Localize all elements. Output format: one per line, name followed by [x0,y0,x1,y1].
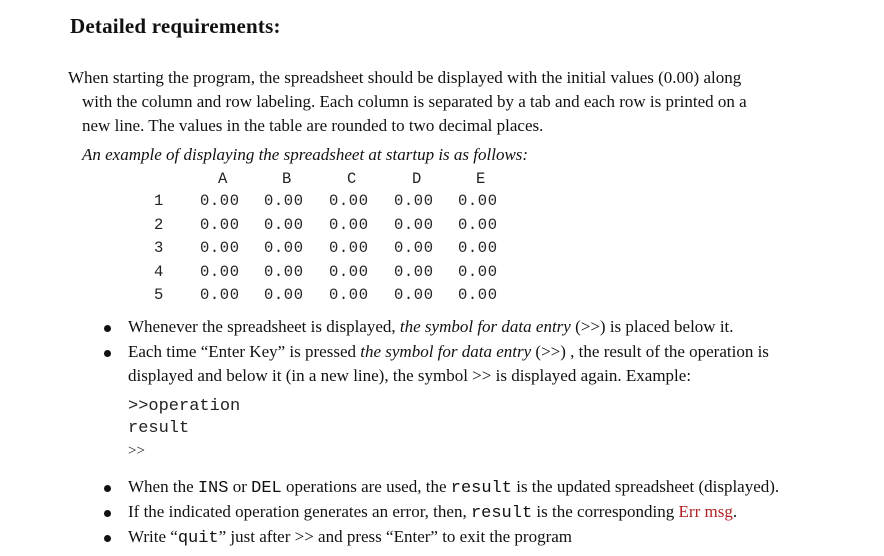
bullet-5-text: Write “ [128,527,178,546]
cell-value: 0.00 [200,215,240,234]
bullet-4-text: If the indicated operation generates an error, then, [128,502,471,521]
result-keyword: result [470,504,533,523]
intro-line-1: When starting the program, the spreadsheet should be displayed with the initial values (0.00) along [68,68,742,87]
code-line-result: result [128,419,190,438]
example-intro: An example of displaying the spreadsheet at startup is as follows: [82,145,529,164]
intro-line-2: with the column and row labeling. Each column is separated by a tab and each row is printed on a [82,92,747,111]
code-line-operation: >>operation [128,397,241,416]
bullet-2-text-end: (>>) , the result of the operation is [531,342,769,361]
cell-value: 0.00 [458,286,498,304]
cell-value: 0.00 [200,262,240,281]
cell-value: 0.00 [264,192,304,210]
cell-value: 0.00 [329,192,369,210]
row-label: 1 [154,192,164,210]
bullet-item-4 [128,500,868,526]
cell-value: 0.00 [458,215,498,234]
quit-keyword: quit [177,529,219,548]
intro-line-3: new line. The values in the table are rounded to two decimal places. [82,116,544,135]
bullet-1-text-end: (>>) is placed below it. [570,317,734,336]
bullet-dot [104,350,111,357]
bullet-4-text-end: . [732,502,738,521]
del-keyword: DEL [251,479,282,498]
cell-value: 0.00 [329,215,369,234]
bullet-1-text: Whenever the spreadsheet is displayed, [128,317,400,336]
row-label: 5 [154,286,164,304]
bullet-5-text-end: ” just after >> and press “Enter” to exit the program [218,527,573,546]
cell-value: 0.00 [200,286,240,304]
cell-value: 0.00 [329,286,369,304]
cell-value: 0.00 [264,239,304,257]
cell-value: 0.00 [394,286,434,304]
row-label: 3 [154,239,164,257]
row-label: 2 [154,215,164,234]
bullet-item-3 [128,475,868,501]
result-keyword: result [450,479,512,498]
cell-value: 0.00 [394,192,434,210]
cell-value: 0.00 [394,215,434,234]
intro-paragraph [68,66,864,138]
cell-value: 0.00 [458,239,498,257]
column-header-a: A [218,170,228,188]
row-label: 4 [154,262,164,281]
bullet-3-or: or [228,477,252,496]
bullet-1-emphasis: the symbol for data entry [399,317,571,336]
bullet-3-text: When the [128,477,198,496]
bullet-dot [104,510,111,517]
cell-value: 0.00 [394,239,434,257]
error-message-label: Err msg [678,502,733,521]
bullet-item-5 [128,525,868,551]
bullet-2-emphasis: the symbol for data entry [360,342,532,361]
bullet-item-2 [128,340,868,388]
cell-value: 0.00 [329,262,369,281]
bullet-dot [104,535,111,542]
bullet-4-mid: is the corresponding [532,502,679,521]
cell-value: 0.00 [264,262,304,281]
column-header-d: D [412,170,422,188]
code-example [128,396,240,462]
cell-value: 0.00 [264,215,304,234]
cell-value: 0.00 [458,262,498,281]
column-header-c: C [347,170,357,188]
column-header-b: B [282,170,292,188]
section-heading: Detailed requirements: [70,14,281,38]
cell-value: 0.00 [329,239,369,257]
cell-value: 0.00 [264,286,304,304]
bullet-3-text-end: is the updated spreadsheet (displayed). [511,477,780,496]
bullet-2-text: Each time “Enter Key” is pressed [128,342,361,361]
cell-value: 0.00 [200,239,240,257]
cell-value: 0.00 [458,192,498,210]
cell-value: 0.00 [200,192,240,210]
code-line-prompt: >> [128,443,145,459]
bullet-item-1 [128,315,868,339]
cell-value: 0.00 [394,262,434,281]
bullet-dot [104,485,111,492]
ins-keyword: INS [197,479,229,498]
bullet-3-mid: operations are used, the [281,477,451,496]
bullet-2-line-2: displayed and below it (in a new line), the symbol >> is displayed again. Example: [128,366,692,385]
column-header-e: E [476,170,486,188]
bullet-dot [104,325,111,332]
